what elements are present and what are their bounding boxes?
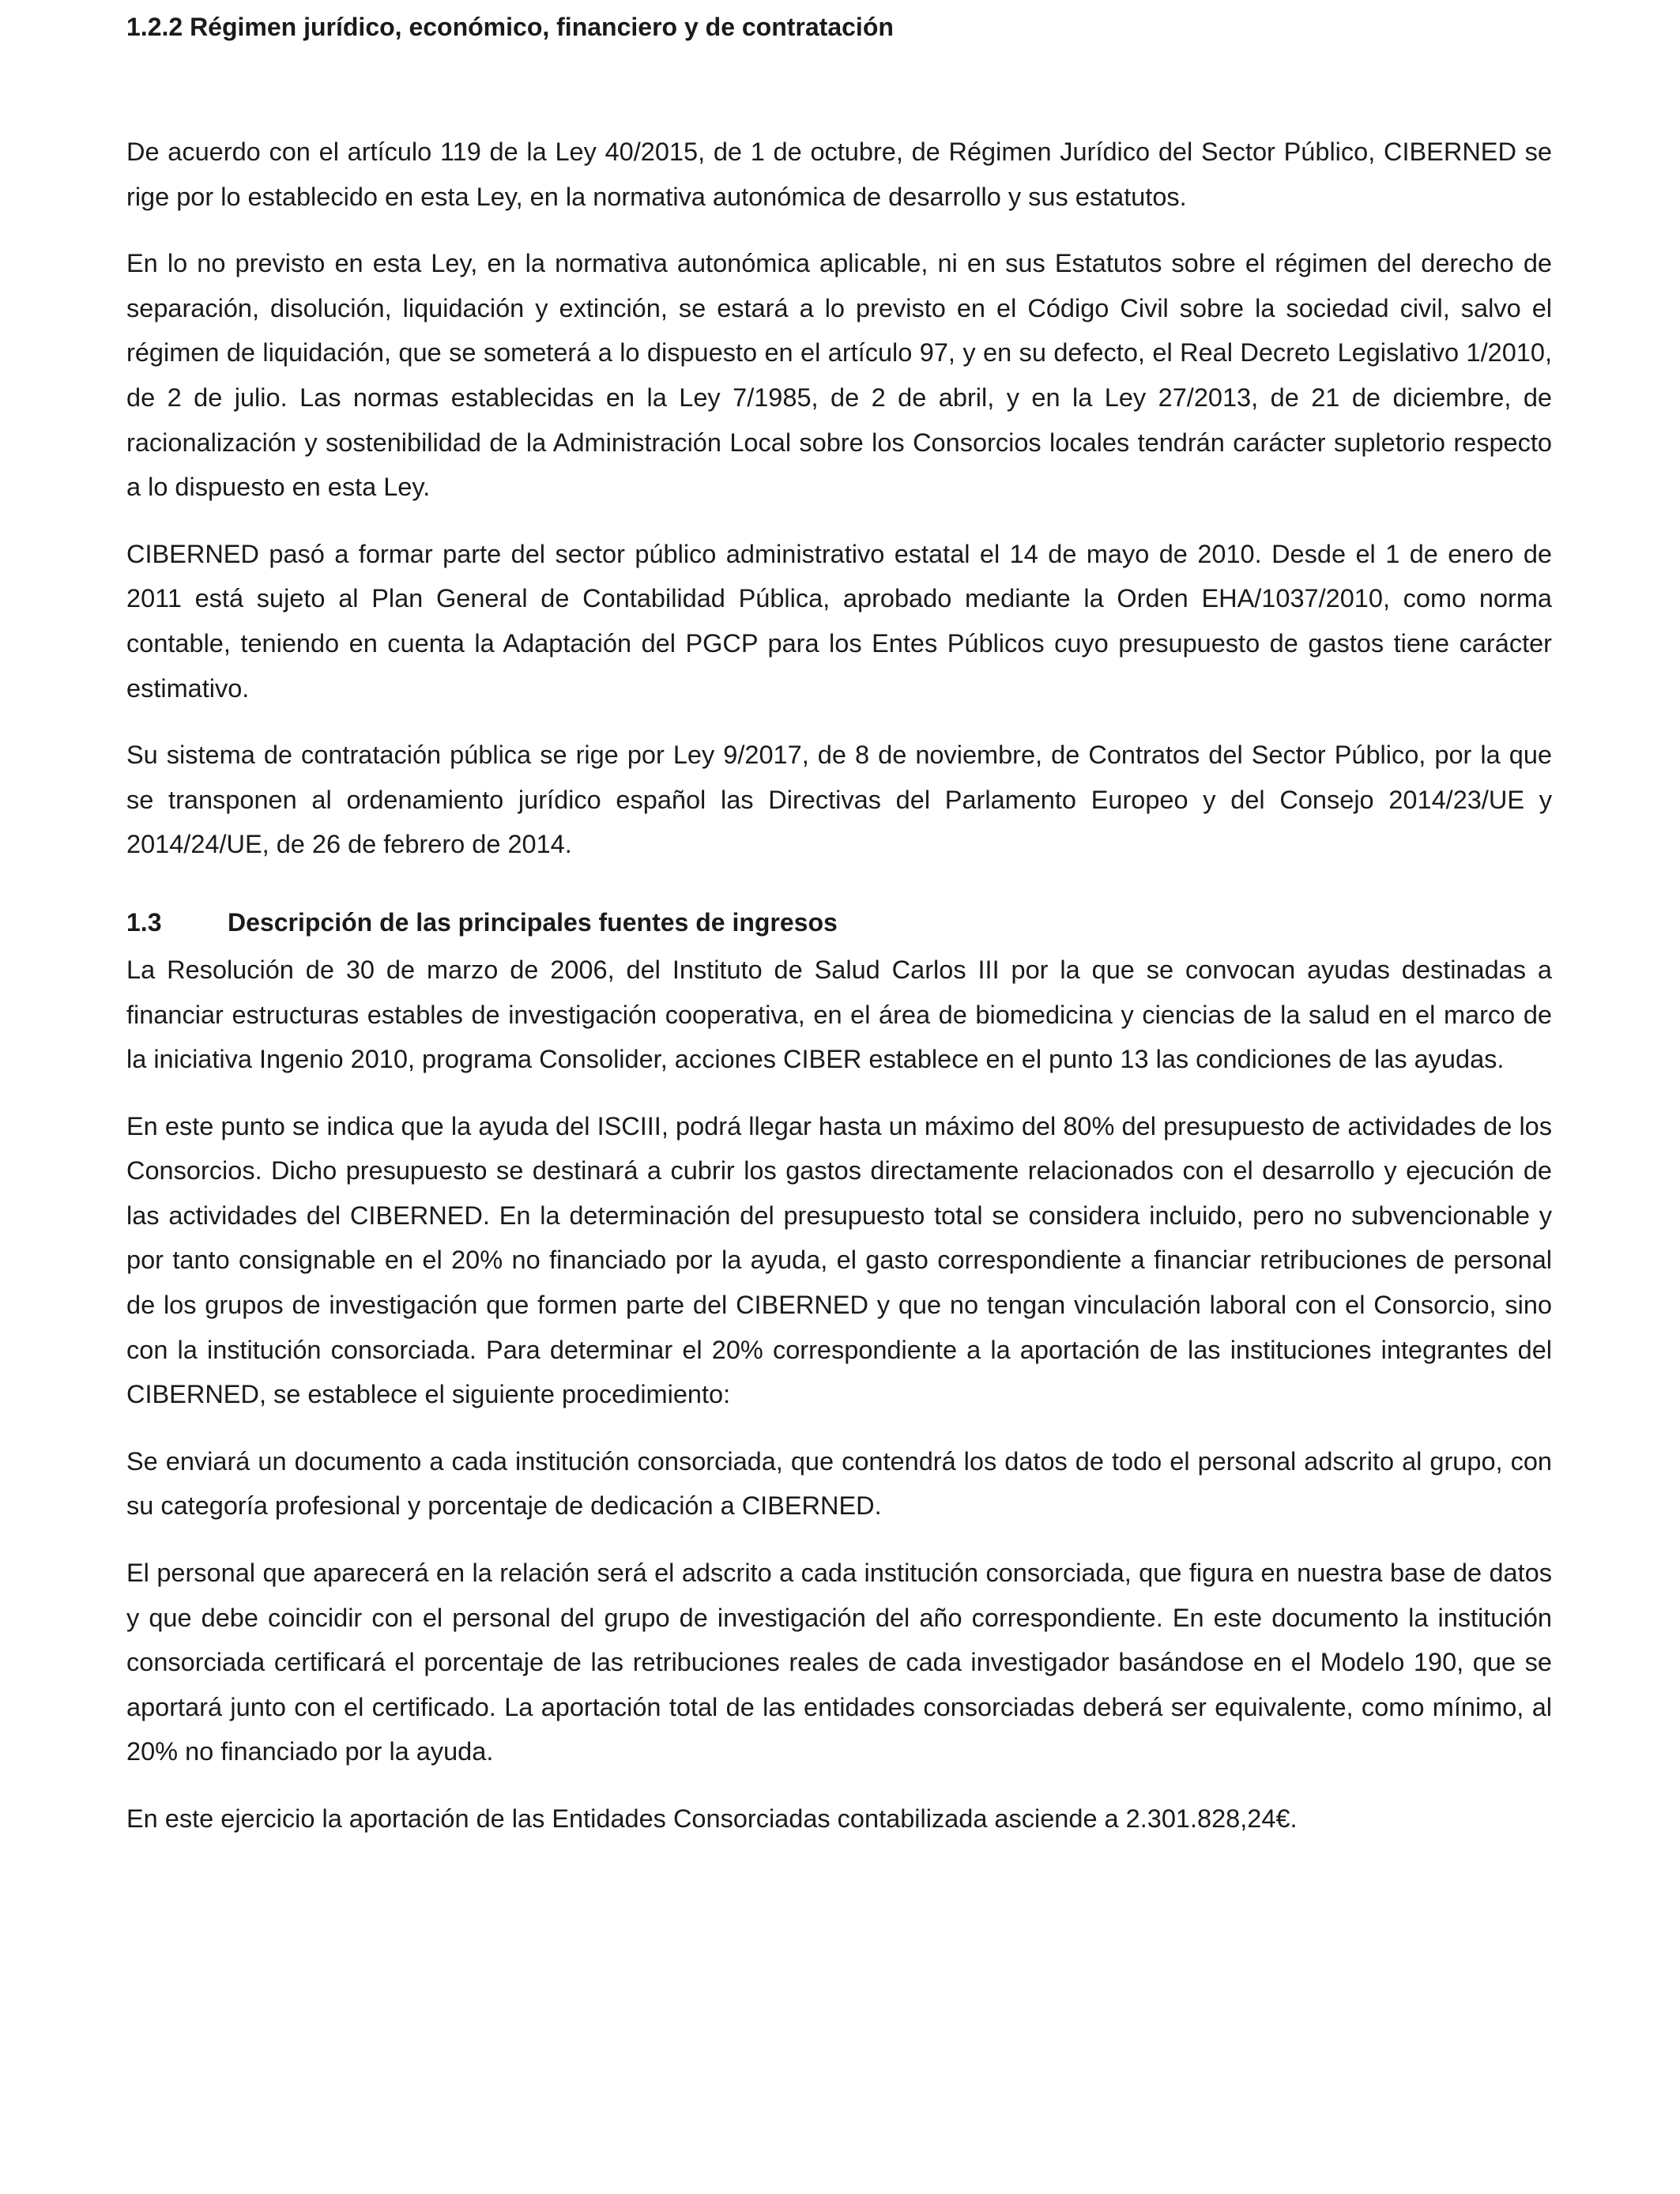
paragraph: De acuerdo con el artículo 119 de la Ley 40/2015, de 1 de octubre, de Régimen Jurídico del Sector Público, CIBERNED se rige por lo establecido en esta Ley, en la normativa autonómica de desarrollo y sus estatutos. bbox=[126, 138, 1552, 211]
document-page bbox=[126, 0, 1552, 1864]
paragraph: Se enviará un documento a cada institución consorciada, que contendrá los datos de todo el personal adscrito al grupo, con su categoría profesional y porcentaje de dedicación a CIBERNED. bbox=[126, 1446, 1552, 1521]
section-number: 1.3 bbox=[126, 907, 162, 937]
paragraph: El personal que aparecerá en la relación será el adscrito a cada institución consorciada, que figura en nuestra base de datos y que debe coincidir con el personal del grupo de investigación del año correspondiente. En este documento la institución consorciada certificará el porcentaje de las retribuciones reales de cada investigador basándose en el Modelo 190, que se aportará junto con el certificado. La aportación total de las entidades consorciadas deberá ser equivalente, como mínimo, al 20% no financiado por la ayuda. bbox=[126, 1559, 1552, 1766]
paragraph: En este ejercicio la aportación de las Entidades Consorciadas contabilizada asciende a 2.301.828,24€. bbox=[126, 1804, 1298, 1833]
paragraph: La Resolución de 30 de marzo de 2006, del Instituto de Salud Carlos III por la que se convocan ayudas destinadas a financiar estructuras estables de investigación cooperativa, en el área de biomedicina y ciencias de la salud en el marco de la iniciativa Ingenio 2010, programa Consolider, acciones CIBER establece en el punto 13 las condiciones de las ayudas. bbox=[126, 955, 1552, 1074]
paragraph: En este punto se indica que la ayuda del ISCIII, podrá llegar hasta un máximo del 80% del presupuesto de actividades de los Consorcios. Dicho presupuesto se destinará a cubrir los gastos directamente relacionados con el desarrollo y ejecución de las actividades del CIBERNED. En la determinación del presupuesto total se considera incluido, pero no subvencionable y por tanto consignable en el 20% no financiado por la ayuda, el gasto correspondiente a financiar retribuciones de personal de los grupos de investigación que formen parte del CIBERNED y que no tengan vinculación laboral con el Consorcio, sino con la institución consorciada. Para determinar el 20% correspondiente a la aportación de las instituciones integrantes del CIBERNED, se establece el siguiente procedimiento: bbox=[126, 1111, 1552, 1409]
paragraph: Su sistema de contratación pública se rige por Ley 9/2017, de 8 de noviembre, de Contratos del Sector Público, por la que se transponen al ordenamiento jurídico español las Directivas del Parlamento Europeo y del Consejo 2014/23/UE y 2014/24/UE, de 26 de febrero de 2014. bbox=[126, 741, 1552, 859]
paragraph: CIBERNED pasó a formar parte del sector público administrativo estatal el 14 de mayo de 2010. Desde el 1 de enero de 2011 está sujeto al Plan General de Contabilidad Pública, aprobado mediante la Orden EHA/1037/2010, como norma contable, teniendo en cuenta la Adaptación del PGCP para los Entes Públicos cuyo presupuesto de gastos tiene carácter estimativo. bbox=[126, 539, 1552, 703]
section-1-3-heading bbox=[126, 900, 1552, 944]
section-title: Descripción de las principales fuentes de ingresos bbox=[228, 907, 838, 937]
paragraph: En lo no previsto en esta Ley, en la normativa autonómica aplicable, ni en sus Estatutos sobre el régimen del derecho de separación, disolución, liquidación y extinción, se estará a lo previsto en el Código Civil sobre la sociedad civil, salvo el régimen de liquidación, que se someterá a lo dispuesto en el artículo 97, y en su defecto, el Real Decreto Legislativo 1/2010, de 2 de julio. Las normas establecidas en la Ley 7/1985, de 2 de abril, y en la Ley 27/2013, de 21 de diciembre, de racionalización y sostenibilidad de la Administración Local sobre los Consorcios locales tendrán carácter supletorio respecto a lo dispuesto en esta Ley. bbox=[126, 249, 1552, 502]
section-1-2-2-heading: 1.2.2 Régimen jurídico, económico, financiero y de contratación bbox=[126, 13, 894, 41]
